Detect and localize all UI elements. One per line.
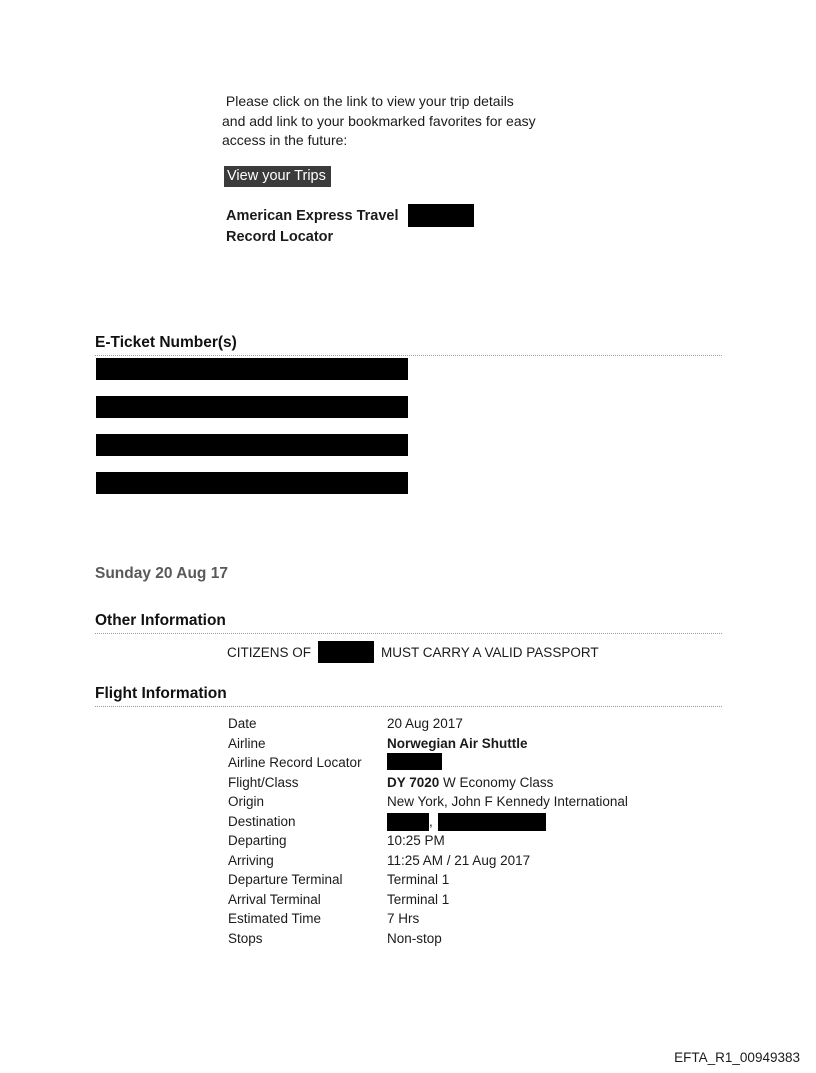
flight-row-value: 11:25 AM / 21 Aug 2017 (387, 852, 531, 868)
redaction-box-destination-city (387, 813, 429, 831)
flight-row-arriving (228, 851, 628, 871)
flight-row-value (387, 773, 553, 793)
flight-row-value: Terminal 1 (387, 891, 450, 907)
flight-row-value: Terminal 1 (387, 872, 450, 887)
bates-number: EFTA_R1_00949383 (674, 1050, 800, 1065)
flight-row-label: Airline (228, 735, 266, 751)
redaction-bar-eticket-4 (96, 472, 408, 494)
destination-separator: , (429, 813, 433, 829)
redaction-box-citizenship (318, 641, 374, 663)
flight-row-departure-terminal (228, 870, 628, 890)
passport-notice-suffix: MUST CARRY A VALID PASSPORT (381, 644, 599, 660)
redaction-bar-eticket-3 (96, 434, 408, 456)
flight-row-value: 20 Aug 2017 (387, 716, 463, 731)
flight-row-label: Airline Record Locator (228, 755, 362, 770)
flight-row-label: Date (228, 716, 257, 731)
flight-row-label: Departure Terminal (228, 872, 343, 887)
passport-notice-prefix: CITIZENS OF (227, 644, 311, 660)
intro-paragraph (222, 92, 536, 151)
day-header: Sunday 20 Aug 17 (95, 565, 228, 582)
flight-row-flight-class (228, 773, 628, 793)
flight-row-value: New York, John F Kennedy International (387, 794, 628, 809)
flight-row-value: 10:25 PM (387, 833, 445, 848)
flight-row-label: Flight/Class (228, 774, 299, 790)
flight-row-destination (228, 812, 628, 832)
flight-row-label: Destination (228, 813, 296, 829)
flight-row-airline-record-locator (228, 753, 628, 773)
intro-line-2: and add link to your bookmarked favorites for easy (222, 112, 536, 129)
flight-row-value: Non-stop (387, 930, 442, 946)
redaction-bar-eticket-1 (96, 358, 408, 380)
record-locator-label: Record Locator (226, 229, 334, 245)
flight-information-heading: Flight Information (95, 685, 722, 707)
flight-row-label: Departing (228, 833, 287, 848)
flight-details-table (228, 714, 628, 948)
eticket-redaction-list (96, 358, 408, 510)
eticket-numbers-heading: E-Ticket Number(s) (95, 334, 722, 356)
redaction-box-airline-record-locator (387, 753, 442, 770)
passport-notice (227, 641, 599, 663)
flight-row-label: Arrival Terminal (228, 891, 321, 907)
redaction-box-destination-airport (438, 813, 546, 831)
amex-travel-label: American Express Travel (226, 207, 399, 224)
flight-number: DY 7020 (387, 774, 440, 790)
flight-row-value: 7 Hrs (387, 911, 420, 926)
flight-row-value (387, 812, 546, 832)
flight-row-stops (228, 929, 628, 949)
flight-row-value: Norwegian Air Shuttle (387, 735, 528, 751)
amex-record-locator-block (226, 204, 474, 247)
flight-row-date (228, 714, 628, 734)
redaction-box-record-locator (408, 204, 474, 227)
flight-row-label: Arriving (228, 852, 274, 868)
cabin-class: W Economy Class (439, 774, 554, 790)
other-information-heading: Other Information (95, 612, 722, 634)
view-your-trips-link[interactable]: View your Trips (224, 166, 331, 187)
flight-row-arrival-terminal (228, 890, 628, 910)
flight-row-airline (228, 734, 628, 754)
flight-row-label: Estimated Time (228, 911, 322, 926)
intro-line-1: Please click on the link to view your trip details (222, 93, 514, 109)
intro-line-3: access in the future: (222, 132, 348, 148)
flight-row-label: Origin (228, 794, 265, 809)
flight-row-value (387, 753, 442, 773)
flight-row-origin (228, 792, 628, 812)
flight-row-label: Stops (228, 930, 263, 946)
redaction-bar-eticket-2 (96, 396, 408, 418)
flight-row-departing (228, 831, 628, 851)
flight-row-estimated-time (228, 909, 628, 929)
